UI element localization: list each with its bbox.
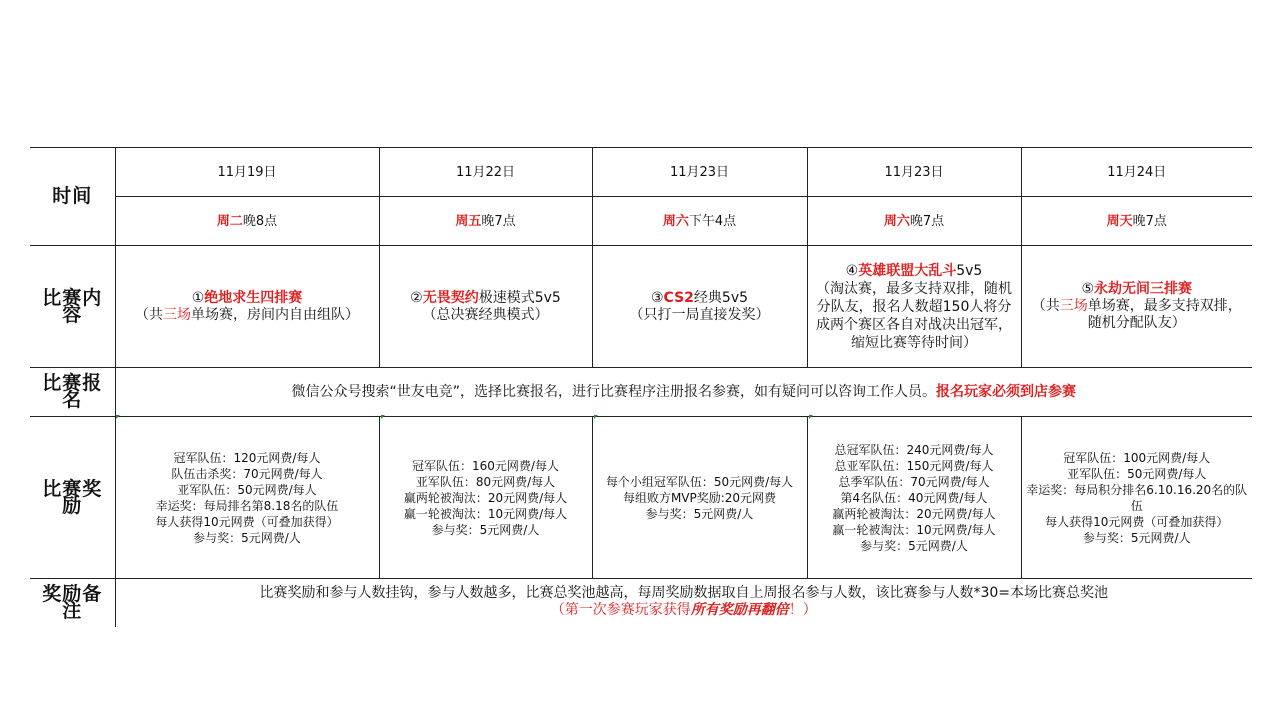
cell-comment-marker bbox=[116, 415, 120, 419]
weekday-cell: 周天晚7点 bbox=[1021, 197, 1252, 246]
rewards-row bbox=[30, 417, 1252, 579]
reward-cell: 每个小组冠军队伍：50元网费/每人 每组败方MVP奖励:20元网费 参与奖：5元网费/人 bbox=[592, 417, 807, 579]
reward-cell: 冠军队伍：160元网费/每人 亚军队伍：80元网费/每人 赢两轮被淘汰：20元网费/每人 赢一轮被淘汰：10元网费/每人 参与奖：5元网费/人 bbox=[379, 417, 592, 579]
cell-comment-marker bbox=[381, 415, 385, 419]
reward-notes: 比赛奖励和参与人数挂钩，参与人数越多，比赛总奖池越高，每周奖励数据取自上周报名参与人数，该比赛参与人数*30=本场比赛总奖池 （第一次参赛玩家获得所有奖励再翻倍！） bbox=[115, 579, 1252, 627]
notes-row bbox=[30, 579, 1252, 627]
reward-cell: 冠军队伍：100元网费/每人 亚军队伍：50元网费/每人 幸运奖：每局积分排名6.10.16.20名的队伍 每人获得10元网费（可叠加获得） 参与奖：5元网费/人 bbox=[1021, 417, 1252, 579]
date-cell: 11月23日 bbox=[592, 148, 807, 197]
event-cell: ①绝地求生四排赛 （共三场单场赛，房间内自由组队） bbox=[115, 246, 379, 368]
event-cell: ④英雄联盟大乱斗5v5 （淘汰赛，最多支持双排，随机分队友，报名人数超150人将分成两个赛区各自对战决出冠军，缩短比赛等待时间） bbox=[807, 246, 1021, 368]
event-cell: ⑤永劫无间三排赛 （共三场单场赛，最多支持双排，随机分配队友） bbox=[1021, 246, 1252, 368]
event-cell: ②无畏契约极速模式5v5 （总决赛经典模式） bbox=[379, 246, 592, 368]
reward-cell: 总冠军队伍：240元网费/每人 总亚军队伍：150元网费/每人 总季军队伍：70元网费/每人 第4名队伍：40元网费/每人 赢两轮被淘汰：20元网费/每人 赢一轮被淘汰：10元网费/每人 参与奖：5元网费/人 bbox=[807, 417, 1021, 579]
date-cell: 11月24日 bbox=[1021, 148, 1252, 197]
signup-instructions: 微信公众号搜索“世友电竞”，选择比赛报名，进行比赛程序注册报名参赛，如有疑问可以咨询工作人员。报名玩家必须到店参赛 bbox=[115, 368, 1252, 417]
date-cell: 11月19日 bbox=[115, 148, 379, 197]
content-row bbox=[30, 246, 1252, 368]
weekday-cell: 周五晚7点 bbox=[379, 197, 592, 246]
cell-comment-marker bbox=[809, 415, 813, 419]
weekday-cell: 周二晚8点 bbox=[115, 197, 379, 246]
signup-row bbox=[30, 368, 1252, 417]
weekday-cell: 周六下午4点 bbox=[592, 197, 807, 246]
event-cell: ③CS2经典5v5 （只打一局直接发奖） bbox=[592, 246, 807, 368]
weekday-row bbox=[30, 197, 1252, 246]
date-cell: 11月23日 bbox=[807, 148, 1021, 197]
tournament-schedule-table bbox=[30, 147, 1252, 627]
weekday-cell: 周六晚7点 bbox=[807, 197, 1021, 246]
signup-label: 比赛报名 bbox=[30, 368, 115, 417]
content-label: 比赛内容 bbox=[30, 246, 115, 368]
date-cell: 11月22日 bbox=[379, 148, 592, 197]
notes-label: 奖励备注 bbox=[30, 579, 115, 627]
date-row bbox=[30, 148, 1252, 197]
time-label: 时间 bbox=[30, 148, 115, 246]
reward-cell: 冠军队伍：120元网费/每人 队伍击杀奖：70元网费/每人 亚军队伍：50元网费/每人 幸运奖：每局排名第8.18名的队伍 每人获得10元网费（可叠加获得） 参与奖：5元网费/人 bbox=[115, 417, 379, 579]
cell-comment-marker bbox=[594, 415, 598, 419]
rewards-label: 比赛奖励 bbox=[30, 417, 115, 579]
